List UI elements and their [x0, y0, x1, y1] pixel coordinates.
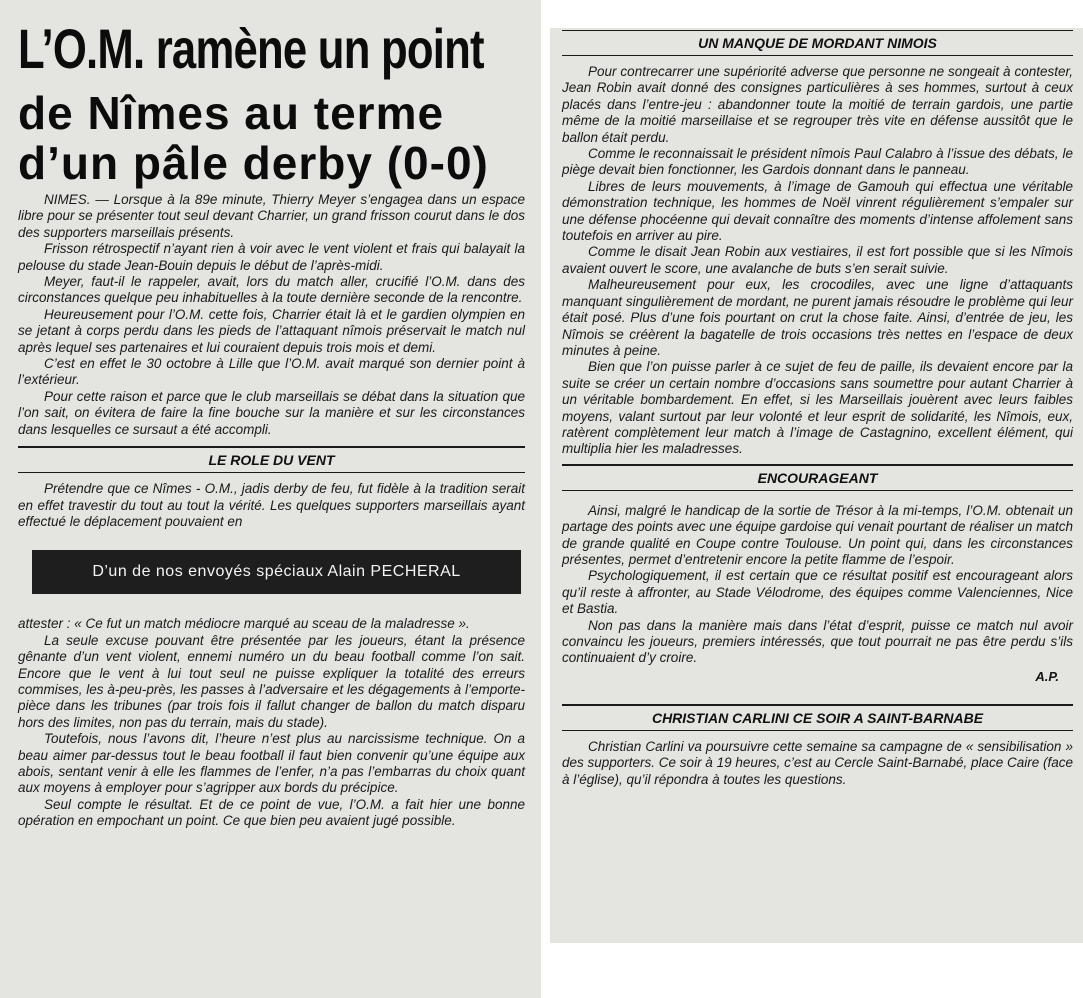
intro-paragraph: Frisson rétrospectif n’ayant rien à voir avec le vent violent et frais qui balayait la pelouse du stade Jean-Bouin depuis le début de l’après-midi.: [18, 241, 525, 273]
headline-line-2: de Nîmes au terme: [18, 87, 445, 139]
encourageant-paragraph: Psychologiquement, il est certain que ce résultat positif est encourageant alors qu’il reste à affronter, au Stade Vélodrome, des équipes comme Valenciennes, Nice et Bastia.: [562, 568, 1073, 617]
carlini-text: [562, 739, 1073, 788]
vent-paragraph: attester : « Ce fut un match médiocre marqué au sceau de la maladresse ».: [18, 616, 470, 632]
mordant-paragraph: Malheureusement pour eux, les crocodiles, avec une ligne d’attaquants manquant singulièrement de mordant, ne purent jamais résoudre le problème qui leur était posé. Plus d’une fois pourtant on crut la chose faite. Ainsi, d’entrée de jeu, les Nîmois se créèrent la bagatelle de trois occasions très nettes en l’espace de deux minutes à peine.: [562, 277, 1073, 358]
headline-line-3: d’un pâle derby (0-0): [18, 137, 489, 189]
section-rule: [18, 472, 525, 473]
vent-text-bottom: [18, 616, 525, 829]
section-rule: [562, 55, 1073, 56]
section-title-carlini: CHRISTIAN CARLINI CE SOIR A SAINT-BARNABE: [651, 709, 984, 726]
section-title-mordant: UN MANQUE DE MORDANT NIMOIS: [698, 35, 937, 51]
vent-paragraph: Prétendre que ce Nîmes - O.M., jadis derby de feu, fut fidèle à la tradition serait en effet travestir du tout au tout la vérité. Les quelques supporters marseillais ayant effectué le déplacement pouvaient en: [18, 481, 525, 529]
right-column: [550, 28, 1083, 943]
intro-paragraph: Heureusement pour l’O.M. cette fois, Charrier était là et le gardien olympien en se jetant à corps perdu dans les pieds de l’attaquant nîmois préservait le match nul après lequel ses partenaires et lui couraient depuis trois mois et demi.: [18, 306, 525, 355]
section-title-vent: LE ROLE DU VENT: [208, 452, 335, 469]
intro-paragraph: Pour cette raison et parce que le club marseillais se débat dans la situation que l’on sait, on évitera de faire la fine bouche sur la manière et sur les circonstances dans lesquelles ce sursaut a été accompli.: [18, 388, 525, 437]
vent-paragraph: Toutefois, nous l’avons dit, l’heure n’est plus au narcissisme technique. On a beau aimer par-dessus tout le beau football il faut bien convenir qu’une équipe aux abois, sentant venir à elle les flammes de l’enfer, n’a pas l’embarras du choix quant aux moyens à employer pour s’agripper aux bords du précipice.: [18, 731, 525, 796]
carlini-paragraph: Christian Carlini va poursuivre cette semaine sa campagne de « sensibilisation » des supporters. Ce soir à 19 heures, c’est au Cercle Saint-Barnabé, place Caire (face à l’église), qu’il répondra à toutes les questions.: [562, 738, 1074, 787]
headline-line-1: L’O.M. ramène un point: [18, 17, 484, 80]
encourageant-text: [562, 503, 1073, 667]
mordant-paragraph: Comme le disait Jean Robin aux vestiaires, il est fort possible que si les Nîmois avaient ouvert le score, une avalanche de buts s’en serait suivie.: [562, 244, 1073, 276]
mordant-paragraph: Pour contrecarrer une supériorité adverse que personne ne songeait à contester, Jean Robin avait donné des consignes particulières à ses hommes, surtout à ceux placés dans l’entre-jeu : abandonner toute la moitié de terrain gardois, une partie même de la moitié marseillaise et se regrouper très vite en défense aussitôt que le ballon était perdu.: [562, 64, 1073, 145]
vent-text-top: [18, 481, 525, 530]
mordant-paragraph: Libres de leurs mouvements, à l’image de Gamouh qui effectua une véritable démonstration technique, les hommes de Noël vinrent régulièrement s’empaler sur une défense phocéenne qui devait connaître des moments d’intense affolement sans toutefois en arriver au pire.: [562, 178, 1073, 244]
left-column: [0, 0, 541, 998]
intro-paragraph: NIMES. — Lorsque à la 89e minute, Thierry Meyer s’engagea dans un espace libre pour se présenter tout seul devant Charrier, un grand frisson courut dans le dos des supporters marseillais présents.: [18, 192, 525, 240]
mordant-text: [562, 64, 1073, 458]
mordant-paragraph: Comme le reconnaissait le président nîmois Paul Calabro à l’issue des débats, le piège devait bien fonctionner, les Gardois donnant dans le panneau.: [562, 146, 1073, 178]
intro-paragraph: Meyer, faut-il le rappeler, avait, lors du match aller, crucifié l’O.M. dans des circonstances quelque peu inhabituelles à la toute dernière seconde de la rencontre.: [18, 274, 525, 306]
encourageant-paragraph: Ainsi, malgré le handicap de la sortie de Trésor à la mi-temps, l’O.M. obtenait un partage des points avec une équipe gardoise qui venait pourtant de réaliser un match de grande qualité en Coupe contre Toulouse. Un point qui, dans les circonstances présentes, permet d’entretenir encore la petite flamme de l’espoir.: [562, 502, 1073, 567]
intro-paragraph: C’est en effet le 30 octobre à Lille que l’O.M. avait marqué son dernier point à l’extérieur.: [18, 356, 525, 388]
vent-paragraph: Seul compte le résultat. Et de ce point de vue, l’O.M. a fait hier une bonne opération en empochant un point. Ce que bien peu avaient jugé possible.: [18, 796, 525, 829]
mordant-paragraph: Bien que l’on puisse parler à ce sujet de feu de paille, ils devaient encore par la suite se créer un certain nombre d’occasions sans soumettre pour autant Charrier à un véritable bombardement. En effet, si les Marseillais jouèrent avec leurs faibles moyens, valant surtout par leur volonté et leur esprit de solidarité, les Nîmois, eux, ratèrent complètement leur match à l’image de Castagnino, excellent élément, qui multiplia hier les maladresses.: [562, 359, 1073, 457]
section-rule: [562, 730, 1073, 731]
vent-paragraph: La seule excuse pouvant être présentée par les joueurs, étant la présence gênante d’un vent violent, ennemi numéro un du beau football comme l’on sait. Encore que le vent à lui tout seul ne puisse expliquer la totalité des erreurs commises, les à-peu-près, les passes à l’adversaire et les dégagements à l’emporte-pièce dans les tribunes (par trois fois il fallut changer de ballon du match disparu hors des limites, non pas du terrain, mais du stade).: [18, 632, 525, 730]
author-signature: A.P.: [1035, 668, 1059, 684]
section-rule: [562, 490, 1073, 491]
byline-banner: D’un de nos envoyés spéciaux Alain PECHERAL: [32, 550, 521, 594]
intro-text: [18, 192, 525, 438]
encourageant-paragraph: Non pas dans la manière mais dans l’état d’esprit, puisse ce match nul avoir convaincu les joueurs, premiers intéressés, que tout pourrait ne pas être perdu s’ils continuaient d’y croire.: [562, 617, 1073, 666]
section-title-encourageant: ENCOURAGEANT: [757, 469, 878, 486]
